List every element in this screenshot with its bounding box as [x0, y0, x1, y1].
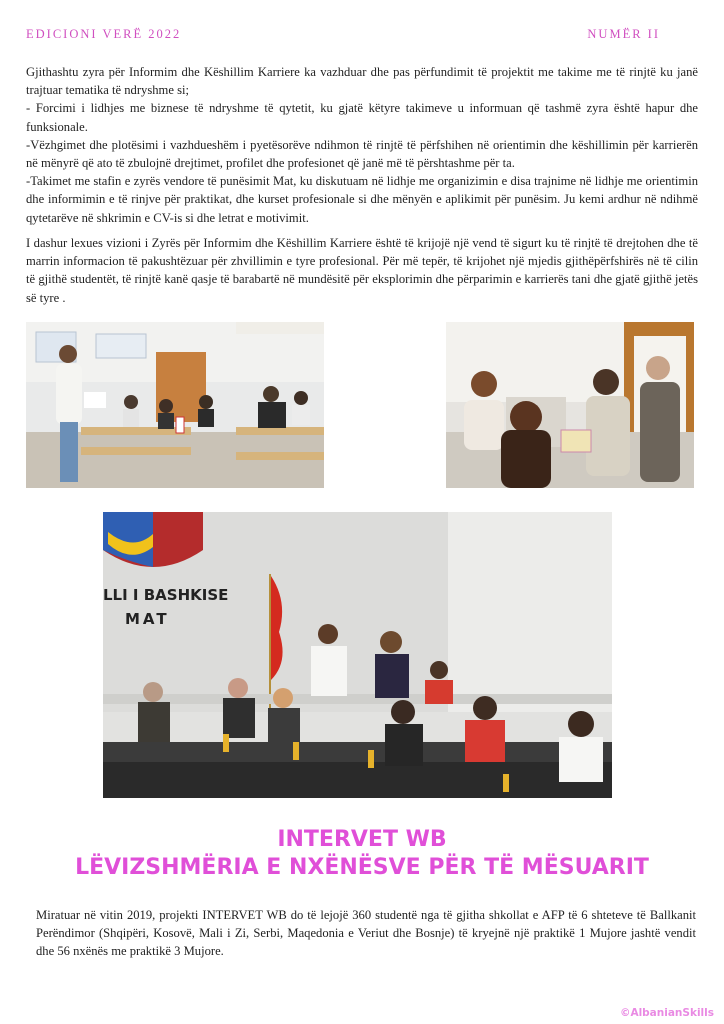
section-title: INTERVET WB: [277, 827, 447, 852]
sign-line-2: MAT: [125, 610, 170, 628]
intro-line: -Takimet me stafin e zyrës vendore të punësimit Mat, ku diskutuam në lidhje me organizimin e disa trajnime në lidhje me orientimin dhe informimin e të rinjve për praktikat, dhe kurset profesionale si dhe mënyën e aplikimit për punësim. Ju kemi ardhur në ndihmë qytetarëve në shkrimin e CV-is si dhe letrat e motivimit.: [26, 174, 698, 225]
intro-line: - Forcimi i lidhjes me biznese të ndryshme të qytetit, ku gjatë këtyre takimeve u informuan që tashmë zyra është hapur dhe funksionale.: [26, 101, 698, 134]
intro-paragraph-1: [26, 63, 698, 227]
office-photo: [446, 322, 694, 488]
issue-number: NUMËR II: [587, 27, 660, 41]
council-meeting-photo: [103, 512, 612, 798]
sign-line-1: LLI I BASHKISE: [103, 586, 229, 604]
intervet-paragraph: [36, 906, 696, 961]
intervet-text: Miratuar në vitin 2019, projekti INTERVET WB do të lejojë 360 studentë nga të gjitha shkollat e AFP të 6 shteteve të Ballkanit Perëndimor (Shqipëri, Kosovë, Mali i Zi, Serbi, Maqedonia e Veriut dhe Bosnje) të kryejnë një praktikë 1 Mujore jashtë vendit dhe 56 nxënës me praktikë 3 Mujore.: [36, 908, 696, 959]
intro-line: Gjithashtu zyra për Informim dhe Këshillim Karriere ka vazhduar dhe pas përfundimit të projektit me takime me të rinjtë ku janë trajtuar tematika të ndryshme si;: [26, 65, 698, 98]
edition-label: EDICIONI VERË 2022: [26, 27, 182, 41]
intro-line: -Vëzhgimet dhe plotësimi i vazhdueshëm i pyetësorëve ndihmon të rinjtë të përfshihen në orientimin dhe këshillimin për karrierën në mënyrë që ato të zbulojnë drejtimet, profilet dhe profesionet që janë më të përshtashme për ta.: [26, 137, 698, 171]
section-subtitle: LËVIZSHMËRIA E NXËNËSVE PËR TË MËSUARIT: [75, 855, 649, 880]
vision-text: I dashur lexues vizioni i Zyrës për Informim dhe Këshillim Karriere është të krijojë një vend të sigurt ku të rinjtë të drejtohen dhe të marrin informacion të pakushtëzuar për zhvillimin e tyre profesional. Për më tepër, të krijohet një mjedis gjithëpërfshirës në të cilin të gjithë studentët, të rinjtë kanë qasje të barabartë në mundësitë për eksplorimin dhe përparimin e karrierës tani dhe gjatë gjithë jetës së tyre .: [26, 236, 698, 305]
classroom-photo: [26, 322, 324, 488]
footer-credit: ©AlbanianSkills: [619, 1007, 714, 1019]
intro-paragraph-2: [26, 234, 698, 307]
